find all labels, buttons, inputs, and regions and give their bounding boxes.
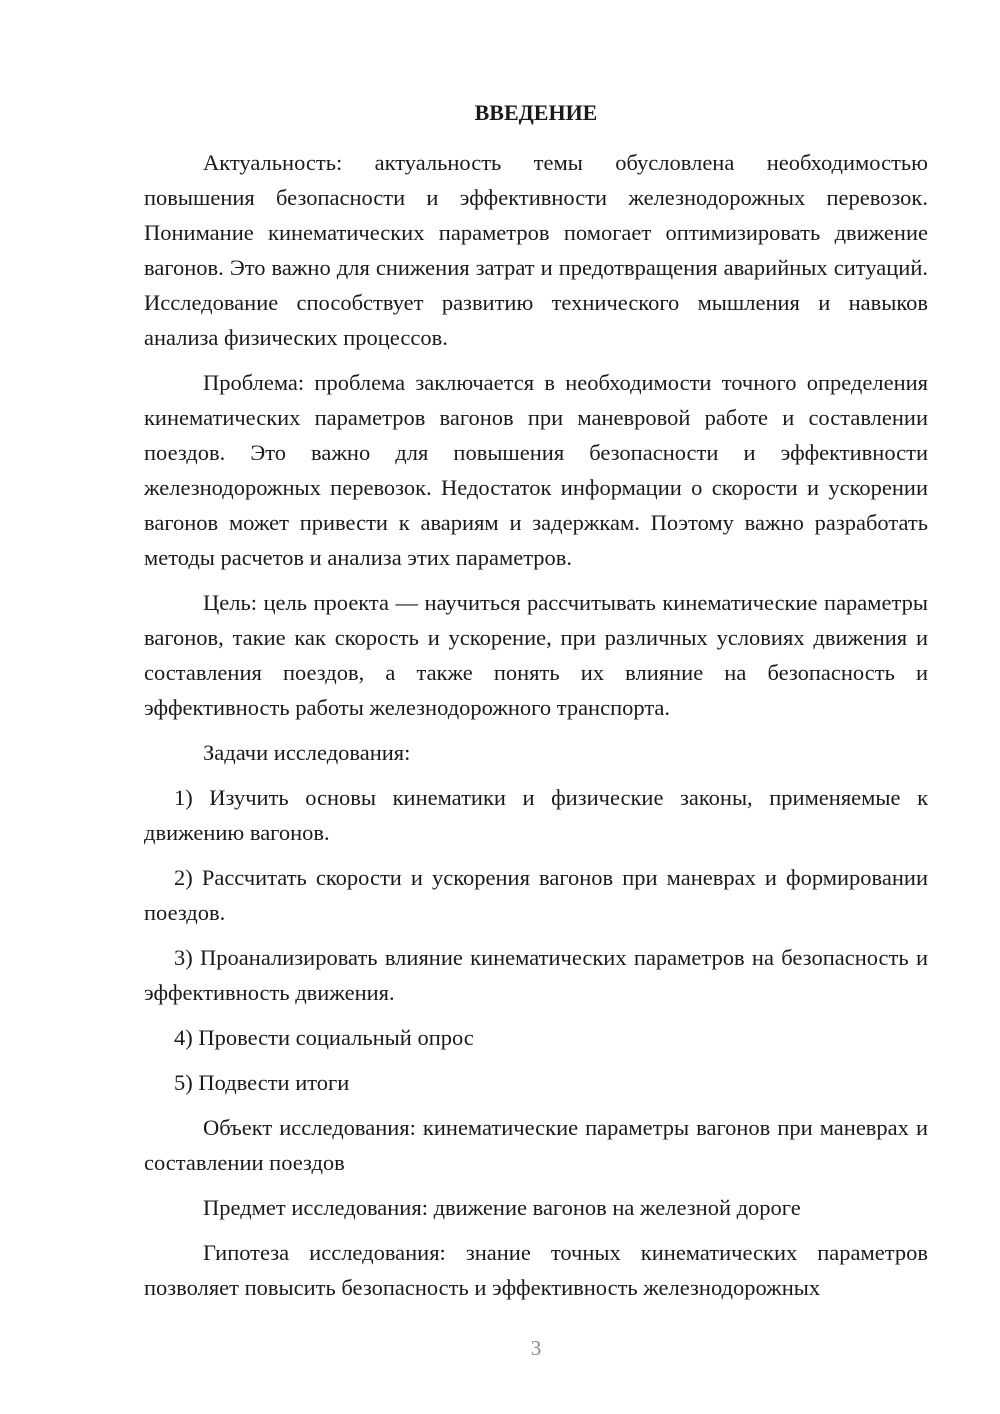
paragraph-object: Объект исследования: кинематические параметры вагонов при маневрах и составлении поездов [144,1115,928,1175]
task-item-2: 2) Рассчитать скорости и ускорения вагонов при маневрах и формировании поездов. [144,865,928,925]
task-item-4: 4) Провести социальный опрос [174,1025,474,1050]
paragraph-relevance: Актуальность: актуальность темы обусловлена необходимостью повышения безопасности и эффективности железнодорожных перевозок. Понимание кинематических параметров помогает оптимизировать движение вагонов. Это важно для снижения затрат и предотвращения аварийных ситуаций. Исследование способствует развитию технического мышления и навыков анализа физических процессов. [144,150,928,350]
paragraph-goal: Цель: цель проекта — научиться рассчитывать кинематические параметры вагонов, такие как скорость и ускорение, при различных условиях движения и составления поездов, а также понять их влияние на безопасность и эффективность работы железнодорожного транспорта. [144,590,928,720]
page-number: 3 [530,1336,542,1360]
task-item-3: 3) Проанализировать влияние кинематических параметров на безопасность и эффективность движения. [144,945,928,1005]
paragraph-problem: Проблема: проблема заключается в необходимости точного определения кинематических параметров вагонов при маневровой работе и составлении поездов. Это важно для повышения безопасности и эффективности железнодорожных перевозок. Недостаток информации о скорости и ускорении вагонов может привести к авариям и задержкам. Поэтому важно разработать методы расчетов и анализа этих параметров. [144,370,928,570]
paragraph-subject: Предмет исследования: движение вагонов на железной дороге [203,1195,801,1220]
tasks-heading: Задачи исследования: [203,740,411,765]
task-item-1: 1) Изучить основы кинематики и физические законы, применяемые к движению вагонов. [144,785,928,845]
task-item-5: 5) Подвести итоги [174,1070,350,1095]
section-title: ВВЕДЕНИЕ [474,100,598,125]
paragraph-hypothesis: Гипотеза исследования: знание точных кинематических параметров позволяет повысить безопасность и эффективность железнодорожных [144,1240,928,1300]
page-body [144,95,928,1315]
